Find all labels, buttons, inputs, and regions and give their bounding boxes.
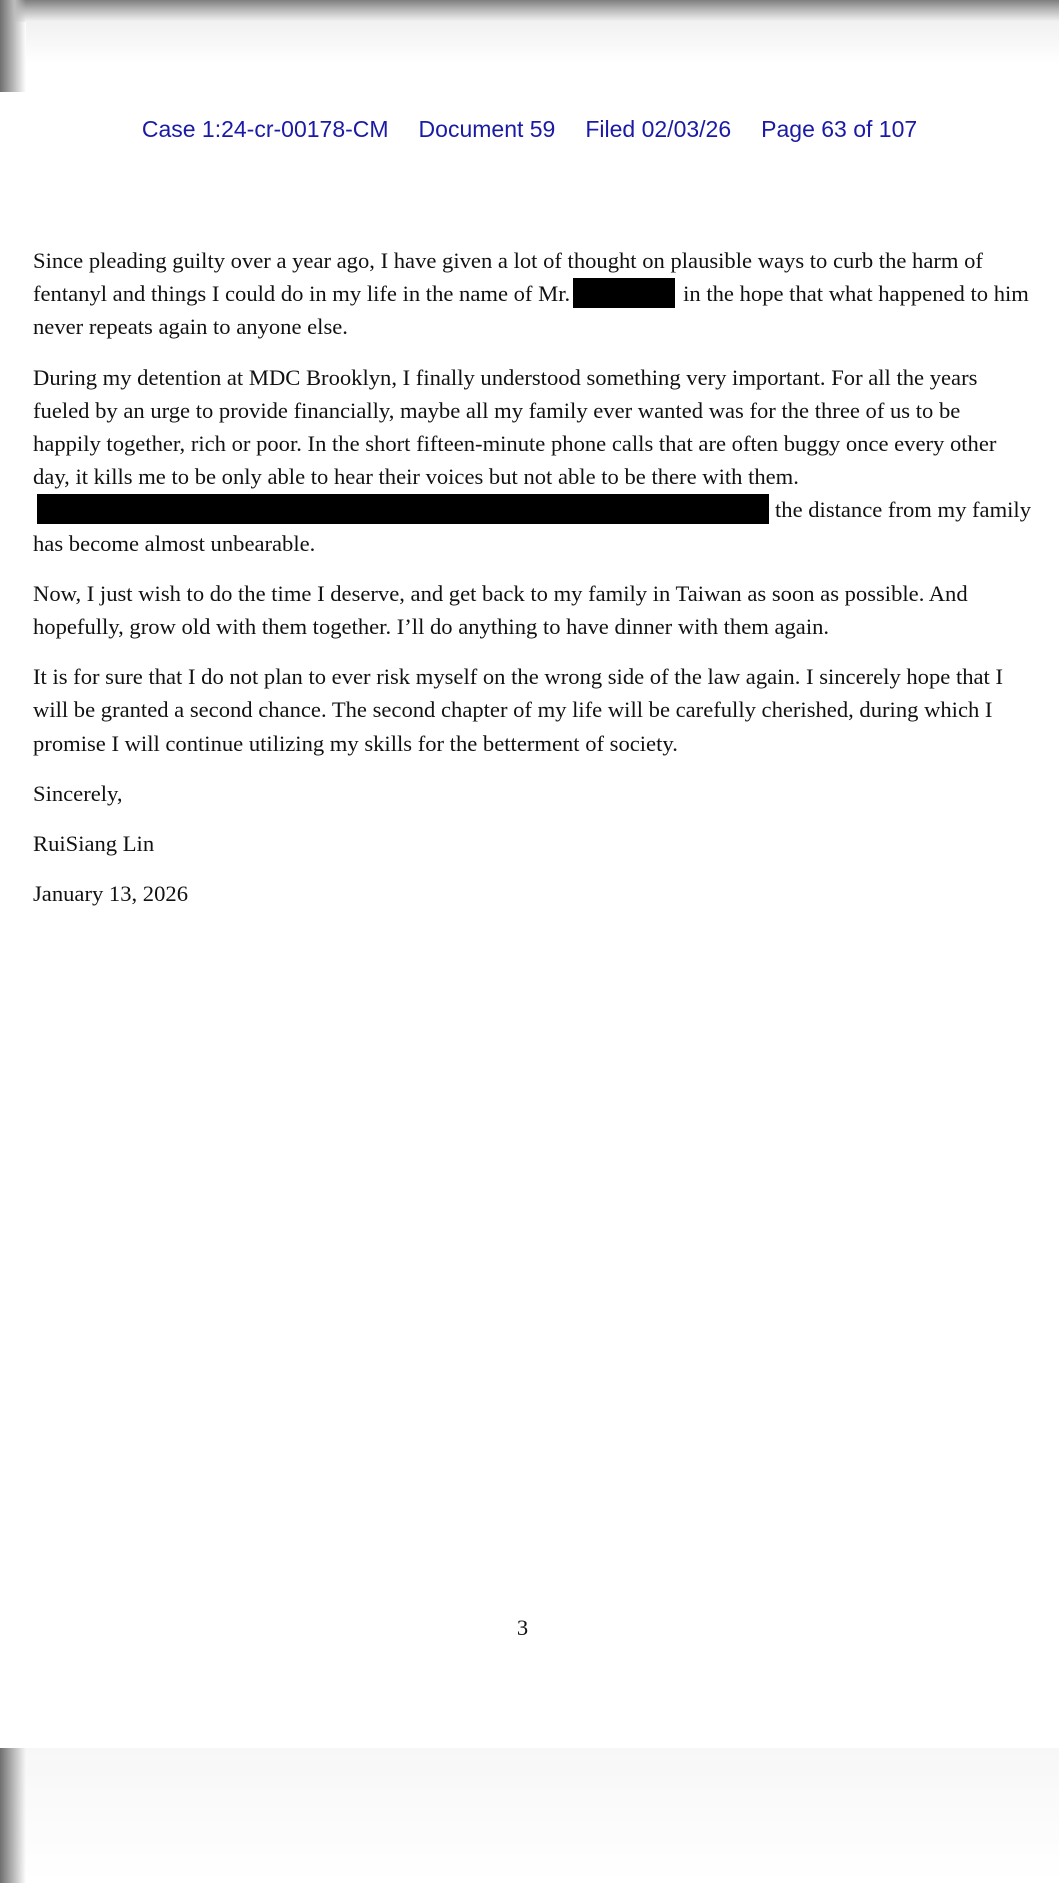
letter-date: January 13, 2026 — [33, 881, 188, 907]
page-number: 3 — [516, 1615, 529, 1640]
page-gap-bottom — [0, 1748, 1059, 1883]
paragraph-2 — [33, 361, 1033, 560]
letter-body — [33, 244, 1033, 927]
paragraph-2-text-b: the distance from my family has become almost unbearable. — [33, 497, 1031, 556]
paragraph-3: Now, I just wish to do the time I deserve, and get back to my family in Taiwan as soon as possible. And hopefully, grow old with them together. I’ll do anything to have dinner with them again. — [33, 580, 968, 640]
paragraph-2-text-a: During my detention at MDC Brooklyn, I finally understood something very important. For all the years fueled by an urge to provide financially, maybe all my family ever wanted was for the three of us to be happily together, rich or poor. In the short fifteen-minute phone calls that are often buggy once every other day, it kills me to be only able to hear their voices but not able to be there with them. — [33, 364, 997, 490]
case-header — [0, 116, 1059, 143]
signature-name: RuiSiang Lin — [33, 831, 155, 857]
page-gap-top — [26, 22, 1059, 92]
page-edge-shadow-left-bottom — [0, 1748, 26, 1883]
page-edge-shadow-top — [0, 0, 1059, 22]
paragraph-4: It is for sure that I do not plan to ever risk myself on the wrong side of the law again. I sincerely hope that I will be granted a second chance. The second chapter of my life will be carefully cherished, during which I promise I will continue utilizing my skills for the betterment of society. — [33, 664, 1004, 756]
case-number: Case 1:24-cr-00178-CM — [141, 116, 389, 142]
redaction-box — [573, 278, 675, 308]
redaction-box — [37, 494, 769, 524]
paragraph-1-text-b: in the hope that what happened to him never repeats again to anyone else. — [33, 281, 1029, 340]
paragraph-1-text-a: Since pleading guilty over a year ago, I have given a lot of thought on plausible ways to curb the harm of fentanyl and things I could do in my life in the name of Mr. — [33, 248, 983, 307]
closing: Sincerely, — [33, 780, 123, 806]
page-edge-shadow-left-top — [0, 0, 26, 92]
paragraph-1 — [33, 244, 1033, 344]
document-number: Document 59 — [418, 116, 556, 142]
document-page — [0, 92, 1059, 1748]
filed-date: Filed 02/03/26 — [585, 116, 732, 142]
page-count: Page 63 of 107 — [761, 116, 918, 142]
